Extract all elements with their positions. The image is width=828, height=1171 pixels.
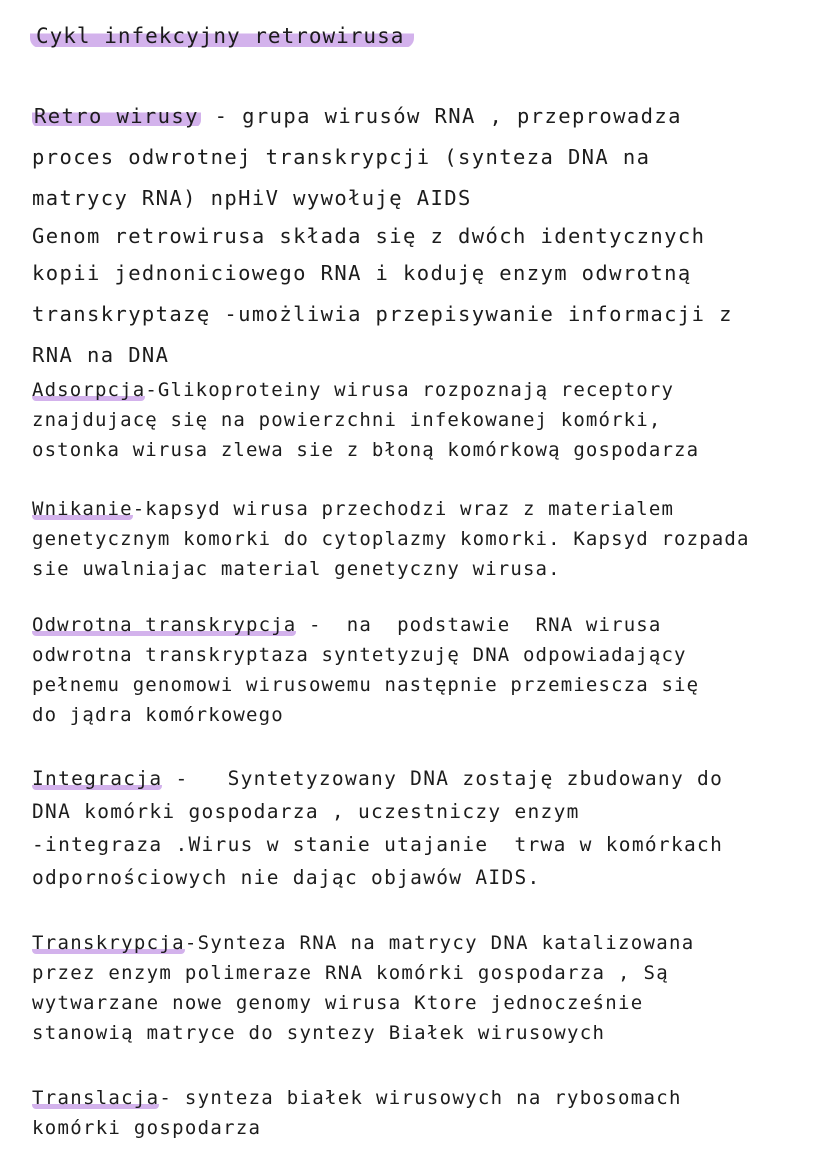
section-line: Wnikanie-kapsyd wirusa przechodzi wraz z materialem (32, 498, 675, 520)
intro-line: Retro wirusy - grupa wirusów RNA , przeprowadza (34, 104, 682, 128)
section-integracja (32, 762, 812, 894)
term-translacja: Translacja (32, 1087, 160, 1109)
section-line: znajdujacę się na powierzchni infekowanej komórki, (32, 409, 662, 431)
term-integracja: Integracja (32, 767, 163, 790)
section-line: -integraza .Wirus w stanie utajanie trwa w komórkach (32, 833, 724, 856)
section-line: przez enzym polimeraze RNA komórki gospodarza , Są (32, 962, 669, 984)
term-retrowirusy: Retro wirusy (34, 104, 199, 128)
term-adsorpcja: Adsorpcja (32, 379, 146, 401)
section-line: Integracja - Syntetyzowany DNA zostaję zbudowany do (32, 767, 724, 790)
term-odwrotna-transkrypcja: Odwrotna transkrypcja (32, 614, 297, 636)
intro-line: transkryptazę -umożliwia przepisywanie informacji z (32, 302, 733, 326)
section-line: do jądra komórkowego (32, 704, 284, 726)
section-line: Adsorpcja-Glikoproteiny wirusa rozpoznają receptory (32, 379, 675, 401)
section-line: Transkrypcja-Synteza RNA na matrycy DNA katalizowana (32, 932, 695, 954)
section-line: komórki gospodarza (32, 1117, 262, 1139)
section-line: Odwrotna transkrypcja - na podstawie RNA wirusa (32, 614, 662, 636)
section-wnikanie (32, 494, 812, 584)
section-odwrotna-transkrypcja (32, 610, 812, 730)
section-line: wytwarzane nowe genomy wirusa Ktore jednocześnie (32, 992, 644, 1014)
page-title: Cykl infekcyjny retrowirusa (30, 24, 414, 48)
section-line: Translacja- synteza białek wirusowych na rybosomach (32, 1087, 682, 1109)
section-adsorpcja (32, 375, 812, 465)
term-wnikanie: Wnikanie (32, 498, 133, 520)
section-translacja (32, 1083, 812, 1143)
term-transkrypcja: Transkrypcja (32, 932, 185, 954)
section-line: sie uwalniajac material genetyczny wirusa. (32, 558, 561, 580)
intro-line: proces odwrotnej transkrypcji (synteza DNA na (32, 145, 651, 169)
section-line: odwrotna transkryptaza syntetyzuję DNA odpowiadający (32, 644, 687, 666)
section-line: stanowią matryce do syntezy Białek wirusowych (32, 1022, 606, 1044)
section-transkrypcja (32, 928, 812, 1048)
section-line: genetycznym komorki do cytoplazmy komorki. Kapsyd rozpada (32, 528, 750, 550)
section-line: pełnemu genomowi wirusowemu następnie przemiescza się (32, 674, 700, 696)
intro-line: matrycy RNA) npHiV wywołuję AIDS (32, 186, 472, 210)
intro-paragraph (32, 96, 812, 376)
intro-line: Genom retrowirusa składa się z dwóch identycznych (32, 224, 706, 248)
section-line: DNA komórki gospodarza , uczestniczy enzym (32, 800, 580, 823)
section-line: odpornościowych nie dając objawów AIDS. (32, 866, 541, 889)
intro-line: kopii jednoniciowego RNA i koduję enzym odwrotną (32, 261, 692, 285)
section-line: ostonka wirusa zlewa sie z błoną komórkową gospodarza (32, 439, 700, 461)
intro-line: RNA na DNA (32, 343, 170, 367)
